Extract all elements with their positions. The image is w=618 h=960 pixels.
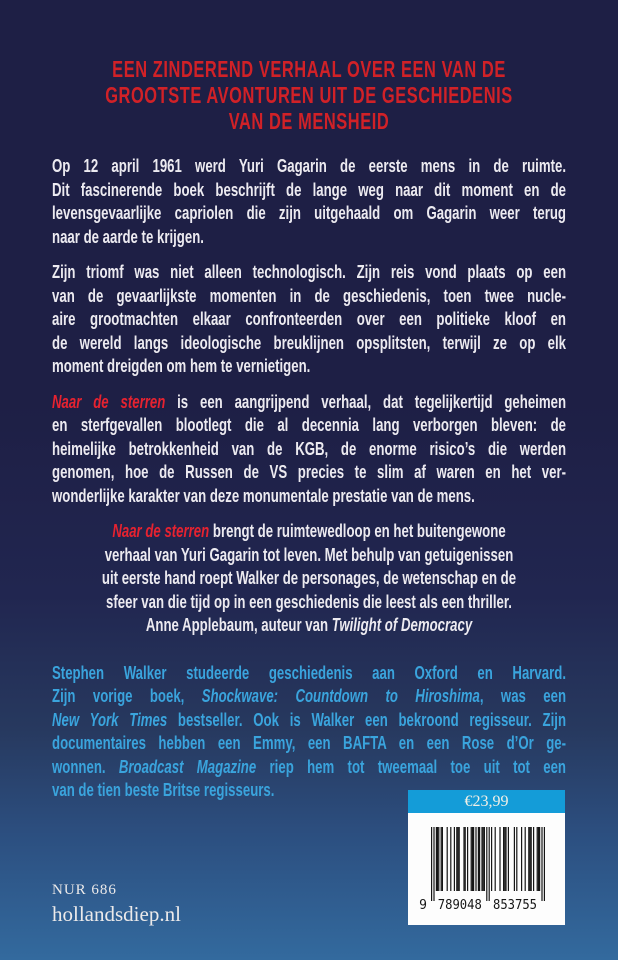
text-line: wonderlijke karakter van deze monumentale prestatie van de mens. xyxy=(52,484,475,506)
author-bio xyxy=(52,661,566,802)
text-column xyxy=(52,0,566,802)
text-line: Anne Applebaum, auteur van Twilight of Democracy xyxy=(145,614,473,635)
price-label: €23,99 xyxy=(464,792,509,810)
imprint xyxy=(52,882,181,927)
text-line: Dit fascinerende boek beschrijft de lange weg naar dit moment en de xyxy=(52,178,567,200)
text-line: VAN DE MENSHEID xyxy=(228,108,390,134)
text-line: documentaires hebben een Emmy, een BAFTA en een Rose d’Or ge- xyxy=(52,732,567,753)
text-line: levensgevaarlijke capriolen die zijn uitgehaald om Gagarin weer terug xyxy=(52,202,567,223)
text-line: van de gevaarlijkste momenten in de geschiedenis, toen twee nucle- xyxy=(52,284,567,306)
text-line: Naar de sterren is een aangrijpend verhaal, dat tegelijkertijd geheimen xyxy=(52,390,567,412)
text-line: EEN ZINDEREND VERHAAL OVER EEN VAN DE xyxy=(112,56,506,82)
text-line: Zijn triomf was niet alleen technologisch. Zijn reis vond plaats op een xyxy=(52,261,567,282)
text-line: verhaal van Yuri Gagarin tot leven. Met behulp van getuigenissen xyxy=(104,543,514,565)
svg-text:853755: 853755 xyxy=(492,898,537,913)
paragraph-triomf xyxy=(52,260,566,378)
nur-code: NUR 686 xyxy=(52,882,117,898)
text-line: uit eerste hand roept Walker de personages, de wetenschap en de xyxy=(101,567,517,588)
text-line: Naar de sterren brengt de ruimtewedloop en het buitengewone xyxy=(112,520,506,541)
barcode-block xyxy=(408,790,565,925)
text-line: en sterfgevallen blootlegt die al decennia lang verborgen bleven: de xyxy=(52,414,567,435)
ean-barcode xyxy=(417,813,557,925)
svg-text:9: 9 xyxy=(418,898,427,913)
text-line: New York Times bestseller. Ook is Walker een bekroond regisseur. Zijn xyxy=(52,708,567,730)
tagline-heading xyxy=(52,56,566,134)
paragraph-geheimen xyxy=(52,390,566,508)
paragraph-intro xyxy=(52,154,566,248)
text-line: Stephen Walker studeerde geschiedenis aan Oxford en Harvard. xyxy=(52,661,567,683)
price-band xyxy=(408,790,565,813)
text-line: sfeer van die tijd op in een geschiedenis die leest als een thriller. xyxy=(106,590,512,612)
text-line: Op 12 april 1961 werd Yuri Gagarin de eerste mens in de ruimte. xyxy=(52,155,567,176)
text-line: Zijn vorige boek, Shockwave: Countdown to Hiroshima, was een xyxy=(52,685,567,706)
text-line: naar de aarde te krijgen. xyxy=(52,225,204,247)
ean-bars xyxy=(417,823,557,915)
svg-text:789048: 789048 xyxy=(437,898,482,913)
text-line: de wereld langs ideologische breuklijnen opsplitsten, terwijl ze op elk xyxy=(52,331,567,353)
text-line: genomen, hoe de Russen de VS precies te slim af waren en het ver- xyxy=(52,461,567,482)
text-line: van de tien beste Britse regisseurs. xyxy=(52,779,275,800)
text-line: wonnen. Broadcast Magazine riep hem tot tweemaal toe uit tot een xyxy=(52,755,567,777)
publisher-site: hollandsdiep.nl xyxy=(52,902,181,926)
text-line: heimelijke betrokkenheid van de KGB, de enorme risico’s die werden xyxy=(52,437,567,459)
text-line: moment dreigden om hem te vernietigen. xyxy=(52,355,311,376)
text-line: aire grootmachten elkaar confronteerden over een politieke kloof en xyxy=(52,308,567,329)
quote-applebaum xyxy=(52,519,566,637)
text-line: GROOTSTE AVONTUREN UIT DE GESCHIEDENIS xyxy=(105,82,513,108)
